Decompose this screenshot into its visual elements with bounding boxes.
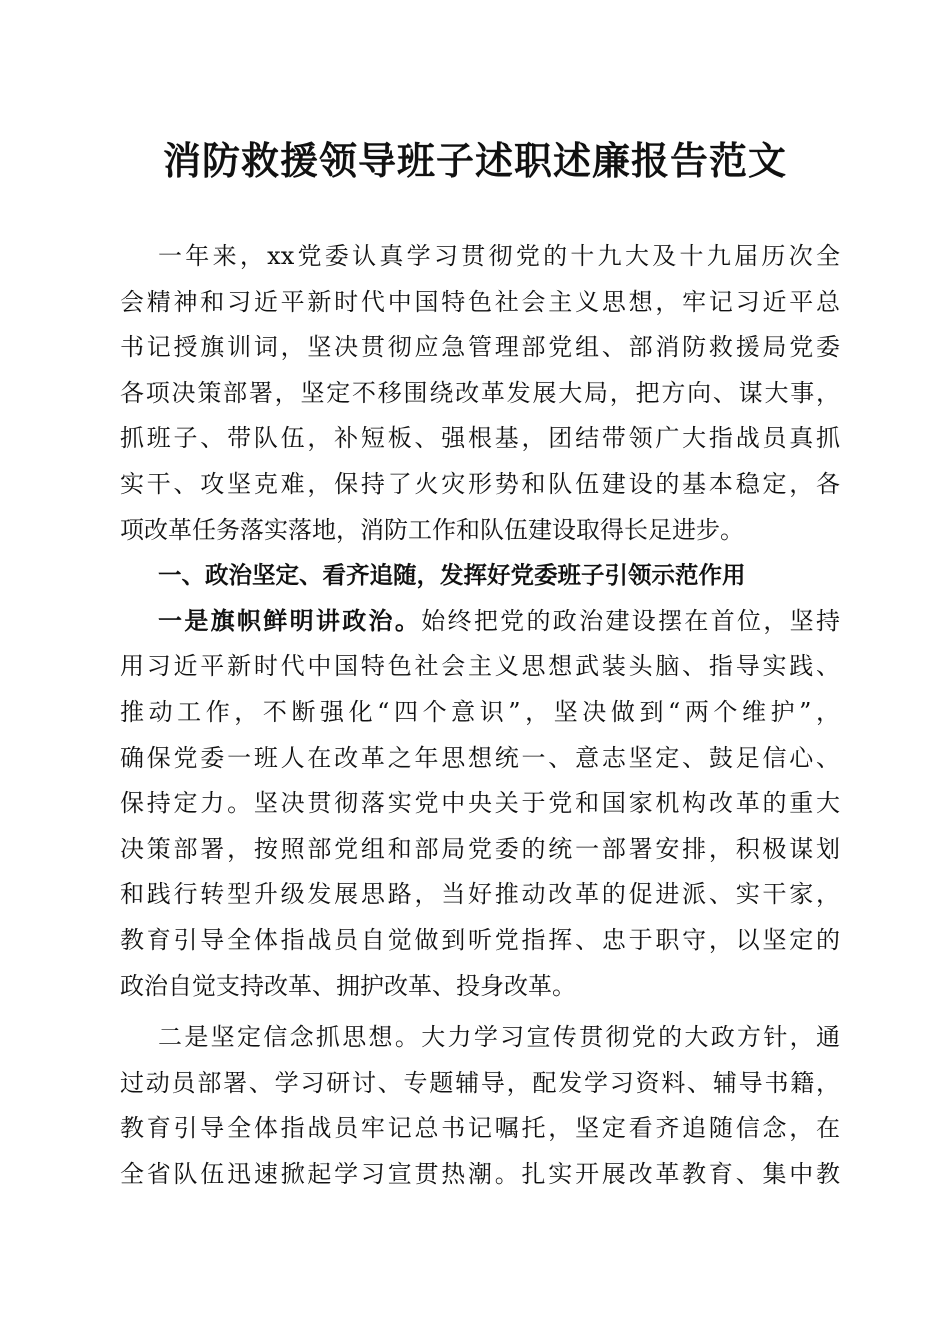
paragraph-lead: 二是坚定信念抓思想。: [158, 1023, 422, 1052]
text-line: 确保党委一班人在改革之年思想统一、意志坚定、鼓足信心、: [120, 743, 840, 772]
text-line: 书记授旗训词，坚决贯彻应急管理部党组、部消防救援局党委: [120, 333, 840, 362]
paragraph-text: 大力学习宣传贯彻党的大政方针，通: [421, 1023, 841, 1052]
text-line: 推动工作，不断强化“四个意识”，坚决做到“两个维护”，: [120, 697, 840, 726]
text-line: 用习近平新时代中国特色社会主义思想武装头脑、指导实践、: [120, 652, 840, 681]
text-line: 抓班子、带队伍，补短板、强根基，团结带领广大指战员真抓: [120, 424, 840, 453]
paragraph-text: 始终把党的政治建设摆在首位，坚持: [421, 606, 841, 635]
text-line: 保持定力。坚决贯彻落实党中央关于党和国家机构改革的重大: [120, 789, 840, 818]
text-line: 政治自觉支持改革、拥护改革、投身改革。: [120, 971, 576, 1000]
paragraph-two: [120, 1015, 840, 1197]
text-line: 实干、攻坚克难，保持了火灾形势和队伍建设的基本稳定，各: [120, 469, 840, 498]
paragraph-one: [120, 599, 840, 1009]
intro-paragraph: [120, 234, 840, 553]
document-body: [120, 234, 840, 1197]
text-line: 全省队伍迅速掀起学习宣贯热潮。扎实开展改革教育、集中教: [120, 1159, 840, 1188]
text-line: 教育引导全体指战员自觉做到听党指挥、忠于职守，以坚定的: [120, 925, 840, 954]
text-line: 决策部署，按照部党组和部局党委的统一部署安排，积极谋划: [120, 834, 840, 863]
paragraph-lead: 一是旗帜鲜明讲政治。: [158, 606, 422, 635]
text-line: [120, 1015, 840, 1061]
section-heading: 一、政治坚定、看齐追随，发挥好党委班子引领示范作用: [158, 561, 746, 590]
text-line: 各项决策部署，坚定不移围绕改革发展大局，把方向、谋大事，: [120, 378, 840, 407]
text-line: 项改革任务落实落地，消防工作和队伍建设取得长足进步。: [120, 515, 744, 544]
text-line: 一年来，xx党委认真学习贯彻党的十九大及十九届历次全: [158, 242, 840, 270]
text-line: 和践行转型升级发展思路，当好推动改革的促进派、实干家，: [120, 880, 840, 909]
text-line: 教育引导全体指战员牢记总书记嘱托，坚定看齐追随信念，在: [120, 1114, 840, 1143]
document-title: 消防救援领导班子述职述廉报告范文: [162, 138, 787, 183]
text-line: 过动员部署、学习研讨、专题辅导，配发学习资料、辅导书籍，: [120, 1068, 840, 1097]
text-line: 会精神和习近平新时代中国特色社会主义思想，牢记习近平总: [120, 287, 840, 316]
text-line: [120, 599, 840, 645]
